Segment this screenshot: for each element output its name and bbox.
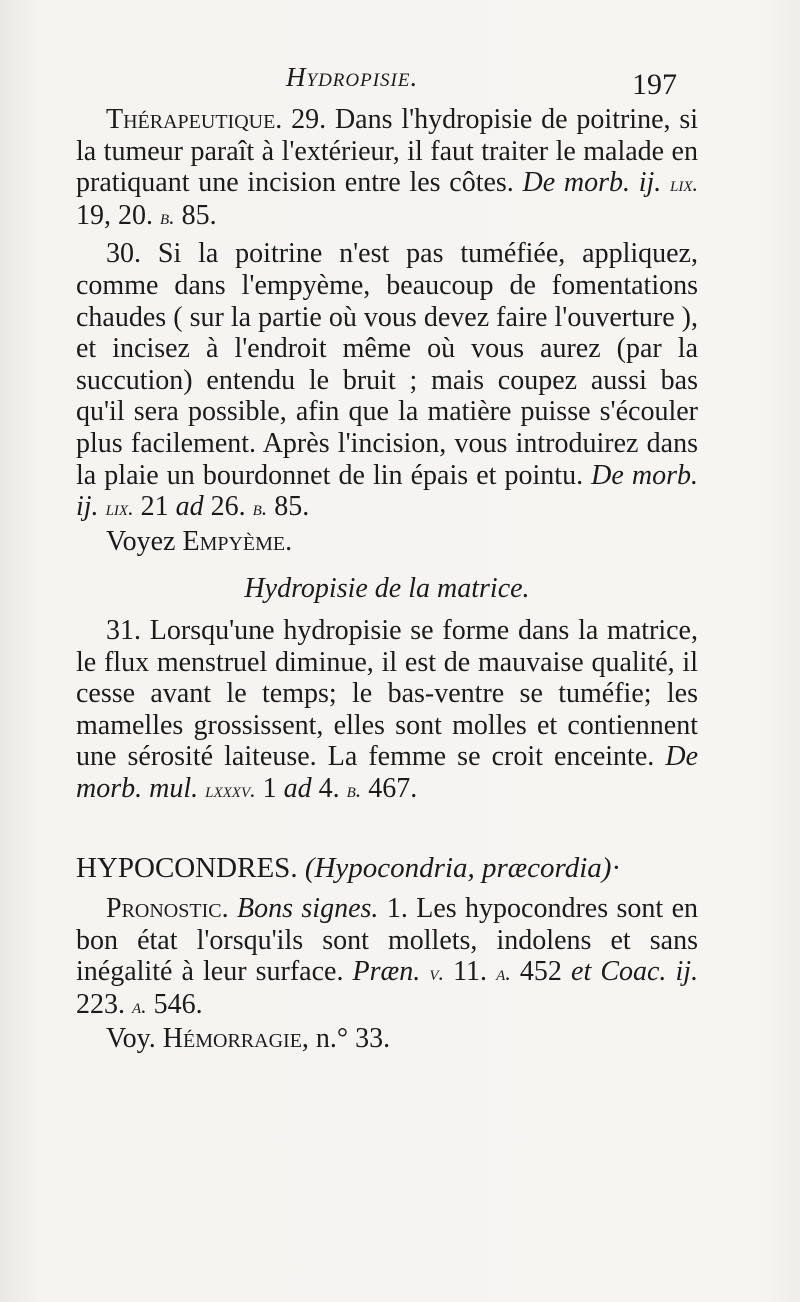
citation-praen-a-value: 452 xyxy=(519,956,562,988)
citation-30-ad: ad xyxy=(175,491,204,523)
citation-29-mark: lix. xyxy=(670,171,698,197)
see-also-target: Empyème. xyxy=(182,525,293,557)
citation-31-tail-2: 4. xyxy=(318,772,340,804)
page-body xyxy=(76,104,698,1055)
see-also-2-prefix: Voy. xyxy=(106,1023,156,1055)
citation-29: De morb. ij. xyxy=(522,167,662,199)
citation-30-mark: lix. xyxy=(105,495,134,521)
entry-gloss: (Hypocondria, præcordia) xyxy=(304,852,612,885)
citation-praen-mark: v. xyxy=(429,960,444,986)
citation-30: De morb. ij. xyxy=(76,459,699,523)
section-label-therapeutique: Thérapeutique. xyxy=(106,104,283,135)
citation-coac-tail: 223. xyxy=(76,988,125,1020)
prognostic-sub: Bons signes. xyxy=(237,893,379,925)
citation-praen: Præn. xyxy=(352,956,421,988)
see-also-2-target: Hémorragie xyxy=(162,1023,302,1055)
citation-31-b-value: 467. xyxy=(368,772,418,804)
see-also-hemorragie xyxy=(76,1023,698,1055)
subheading-matrice: Hydropisie de la matrice. xyxy=(244,573,530,605)
citation-30-tail-2: 26. xyxy=(210,491,246,523)
see-also-prefix: Voyez xyxy=(106,525,176,557)
prognostic-text: 1. Les hypocondres sont en bon état l'orsqu'ils sont mollets, indolens et sans inégalité à leur surface. xyxy=(76,893,699,988)
citation-30-b-value: 85. xyxy=(274,491,310,523)
citation-31-mark: lxxxv. xyxy=(205,776,256,802)
running-title: Hydropisie. xyxy=(286,62,419,92)
see-also-empyeme xyxy=(76,526,698,558)
citation-coac-a: a. xyxy=(132,992,147,1018)
entry-gloss-end: · xyxy=(611,852,622,885)
citation-coac-a-value: 546. xyxy=(153,988,203,1020)
citation-praen-tail: 11. xyxy=(453,956,488,988)
citation-31-ad: ad xyxy=(283,772,312,804)
entry-hypocondres xyxy=(76,853,698,885)
see-also-2-tail: , n.° 33. xyxy=(301,1023,391,1055)
citation-praen-a: a. xyxy=(496,960,511,986)
paragraph-29 xyxy=(76,104,698,232)
paragraph-31-text: 31. Lorsqu'une hydropisie se forme dans la matrice, le flux menstruel diminue, il est de mauvaise qualité, il cesse avant le temps; le bas-ventre se tuméfie; les mamelles grossissent, elles sont molles et contiennent une sérosité laiteuse. La femme se croit enceinte. xyxy=(76,614,698,773)
paragraph-30 xyxy=(76,238,698,523)
page-header xyxy=(0,62,800,102)
citation-29-b: b. xyxy=(160,203,175,229)
section-label-pronostic: Pronostic. xyxy=(106,893,229,925)
citation-29-tail: 19, 20. xyxy=(76,199,153,231)
citation-coac: Coac. ij. xyxy=(600,956,699,988)
entry-title: HYPOCONDRES. xyxy=(76,852,298,885)
citation-et: et xyxy=(571,956,592,988)
paragraph-31 xyxy=(76,615,698,806)
citation-30-b: b. xyxy=(252,495,268,521)
paragraph-30-text: 30. Si la poitrine n'est pas tuméfiée, appliquez, comme dans l'empyème, beaucoup de fomentations chaudes ( sur la partie où vous devez faire l'ouverture ), et incisez à l'endroit même où vous aurez (par la succution) entendu le bruit ; mais coupez aussi bas qu'il sera possible, afin que la matière puisse s'écouler plus facilement. Après l'incision, vous introduirez dans la plaie un bourdonnet de lin épais et pointu. xyxy=(76,238,698,491)
page-number: 197 xyxy=(632,68,677,101)
citation-30-tail-1: 21 xyxy=(140,491,169,523)
citation-31: De morb. mul. xyxy=(76,741,699,804)
citation-29-b-value: 85. xyxy=(181,199,217,231)
citation-31-b: b. xyxy=(346,776,362,802)
paragraph-29-text: 29. Dans l'hydropisie de poitrine, si la tumeur paraît à l'extérieur, il faut traiter le malade en pratiquant une incision entre les côtes. xyxy=(76,104,698,199)
paragraph-prognostic xyxy=(76,893,698,1021)
citation-31-tail-1: 1 xyxy=(262,772,277,804)
